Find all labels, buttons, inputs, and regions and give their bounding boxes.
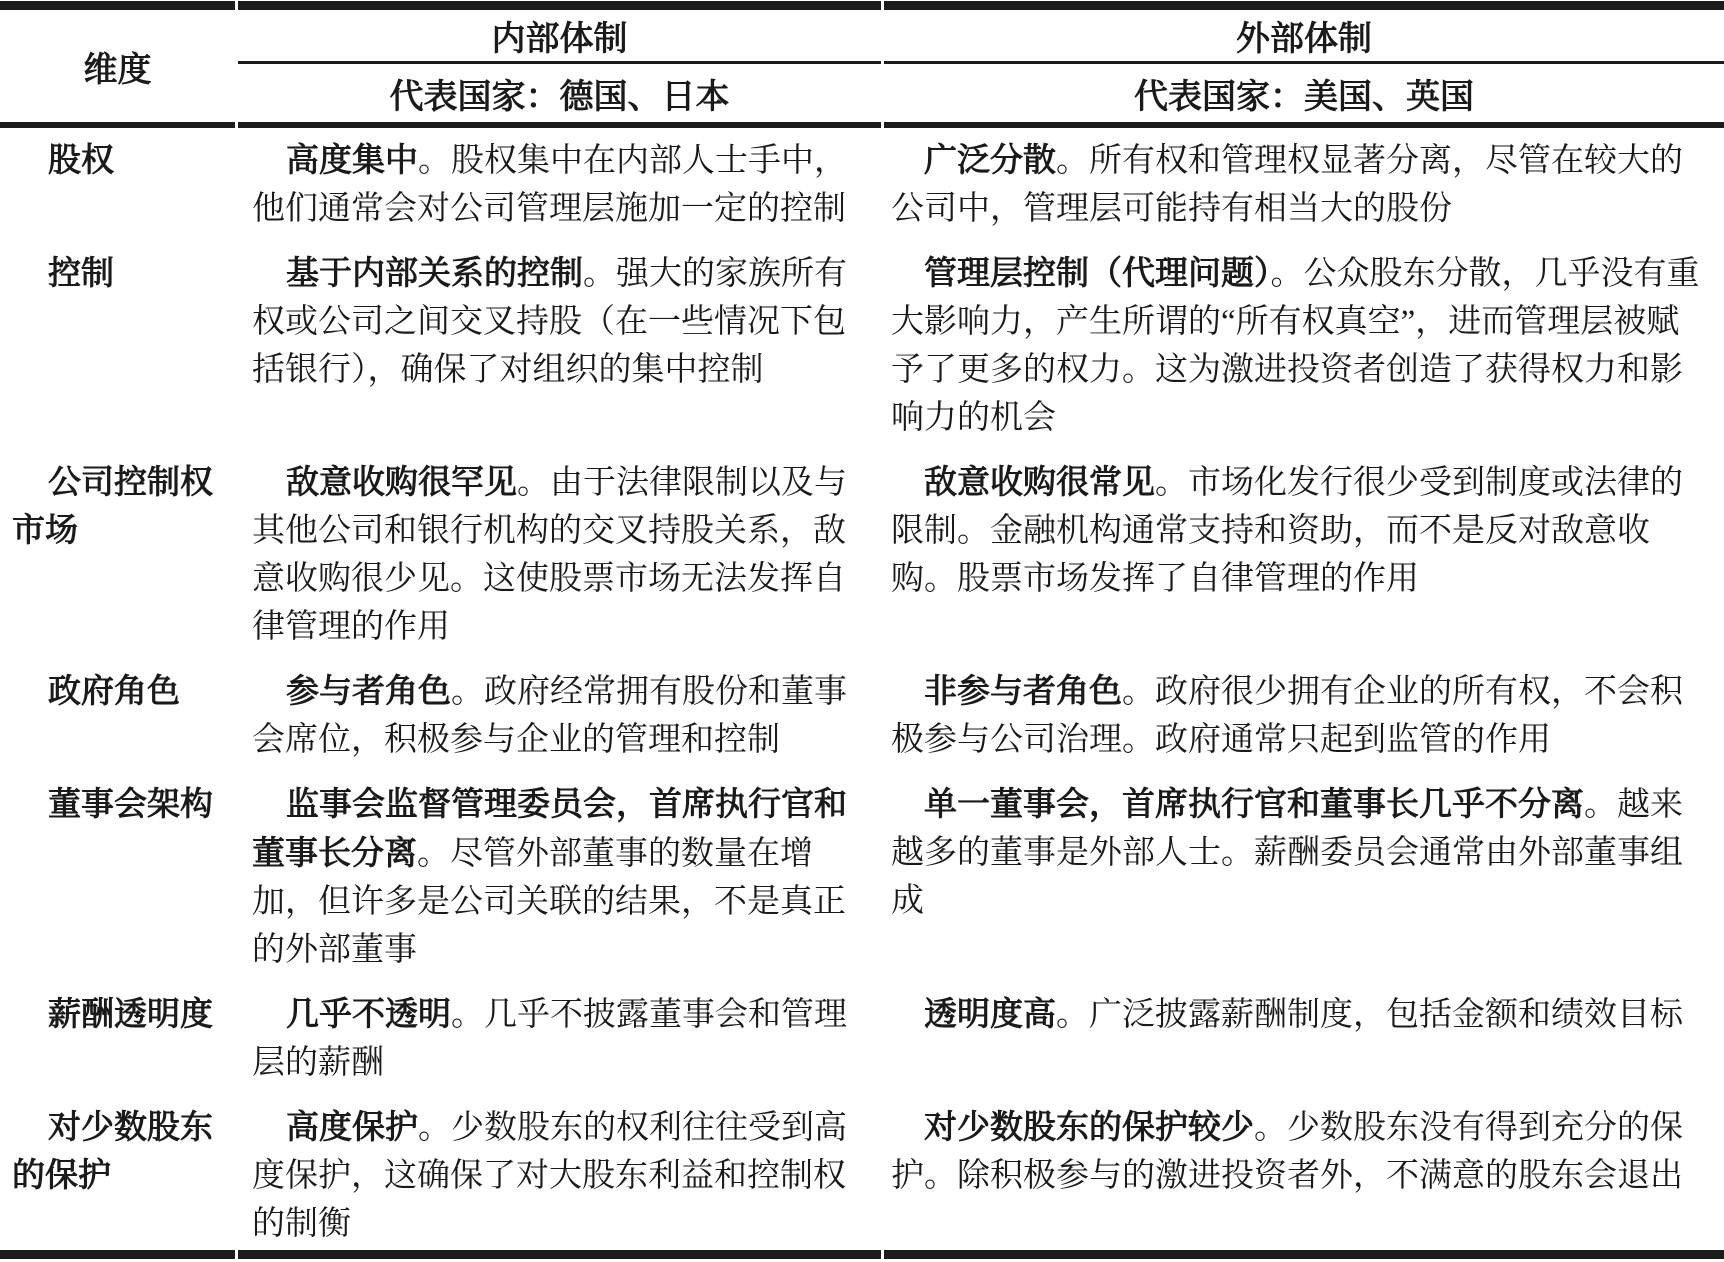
cell-lead: 监事会监督管理委员会，首席执行官和董事长分离 (252, 785, 847, 871)
row-label: 对少数股东的保护 (12, 1108, 213, 1193)
internal-cell (238, 128, 881, 241)
external-cell (884, 450, 1724, 611)
cell-lead: 参与者角色 (286, 672, 451, 709)
internal-cell (238, 450, 881, 659)
external-cell (884, 241, 1724, 450)
cell-text: 。少数股东没有得到充分的保护。除积极参与的激进投资者外，不满意的股东会退出 (891, 1110, 1683, 1194)
cell-text: 。政府经常拥有股份和董事会席位，积极参与企业的管理和控制 (252, 674, 847, 758)
cell-text: 。股权集中在内部人士手中，他们通常会对公司管理层施加一定的控制 (252, 143, 847, 227)
table-row-control (0, 241, 1724, 450)
header-internal-title: 内部体制 (491, 20, 628, 58)
cell-text: 。几乎不披露董事会和管理层的薪酬 (252, 997, 847, 1081)
row-label: 董事会架构 (48, 785, 213, 822)
internal-cell (238, 241, 881, 402)
cell-text: 。广泛披露薪酬制度，包括金额和绩效目标 (1056, 997, 1683, 1033)
table-row-board-structure (0, 772, 1724, 982)
external-cell (884, 772, 1724, 933)
cell-text: 。市场化发行很少受到制度或法律的限制。金融机构通常支持和资助，而不是反对敌意收购。股票市场发挥了自律管理的作用 (891, 465, 1683, 597)
cell-text: 。强大的家族所有权或公司之间交叉持股（在一些情况下包括银行），确保了对组织的集中控制 (252, 256, 847, 388)
internal-cell (238, 772, 881, 982)
cell-lead: 对少数股东的保护较少 (924, 1108, 1254, 1145)
cell-text: 。政府很少拥有企业的所有权，不会积极参与公司治理。政府通常只起到监管的作用 (891, 674, 1683, 758)
row-label: 公司控制权市场 (12, 463, 213, 548)
external-cell (884, 128, 1724, 241)
cell-lead: 透明度高 (924, 995, 1056, 1032)
rule-segment (0, 1, 235, 10)
cell-text: 。少数股东的权利往往受到高度保护，这确保了对大股东利益和控制权的制衡 (252, 1110, 847, 1242)
table-row-equity (0, 128, 1724, 241)
table-header (0, 10, 1724, 122)
row-label: 控制 (48, 254, 114, 291)
internal-cell (238, 1095, 881, 1256)
table-body (0, 128, 1724, 1256)
cell-text: 。由于法律限制以及与其他公司和银行机构的交叉持股关系，敌意收购很少见。这使股票市场无法发挥自律管理的作用 (252, 465, 847, 645)
row-label: 薪酬透明度 (48, 995, 213, 1032)
cell-text: 。越来越多的董事是外部人士。薪酬委员会通常由外部董事组成 (891, 787, 1683, 919)
rule-segment (238, 1, 881, 10)
rule-segment (0, 1250, 235, 1259)
header-dimension: 维度 (83, 50, 152, 89)
external-cell (884, 1095, 1724, 1208)
rule-segment (884, 1, 1724, 10)
external-cell (884, 982, 1724, 1047)
row-label: 股权 (48, 141, 114, 178)
cell-lead: 基于内部关系的控制 (286, 254, 583, 291)
table-bottom-rule (0, 1250, 1724, 1259)
rule-segment (884, 1250, 1724, 1259)
cell-lead: 高度集中 (286, 141, 418, 178)
cell-lead: 管理层控制（代理问题） (924, 254, 1271, 291)
cell-lead: 广泛分散 (924, 141, 1056, 178)
table-row-market-for-control (0, 450, 1724, 659)
rule-segment (238, 1250, 881, 1259)
internal-cell (238, 982, 881, 1095)
cell-lead: 非参与者角色 (924, 672, 1122, 709)
table-row-pay-transparency (0, 982, 1724, 1095)
header-internal-subtitle: 代表国家：德国、日本 (389, 77, 730, 116)
cell-lead: 几乎不透明 (286, 995, 451, 1032)
cell-text: 。公众股东分散，几乎没有重大影响力，产生所谓的“所有权真空”，进而管理层被赋予了更多的权力。这为激进投资者创造了获得权力和影响力的机会 (891, 256, 1700, 436)
table-row-minority-protection (0, 1095, 1724, 1256)
header-external-subtitle: 代表国家：美国、英国 (1134, 77, 1474, 116)
external-cell (884, 659, 1724, 772)
cell-lead: 单一董事会，首席执行官和董事长几乎不分离 (924, 785, 1584, 822)
cell-lead: 敌意收购很罕见 (286, 463, 517, 500)
table-top-rule (0, 1, 1724, 10)
cell-text: 。尽管外部董事的数量在增加，但许多是公司关联的结果，不是真正的外部董事 (252, 836, 846, 968)
cell-lead: 高度保护 (286, 1108, 418, 1145)
cell-lead: 敌意收购很常见 (924, 463, 1155, 500)
header-external-title: 外部体制 (1236, 20, 1372, 58)
table-row-government-role (0, 659, 1724, 772)
row-label: 政府角色 (48, 672, 180, 709)
internal-cell (238, 659, 881, 772)
cell-text: 。所有权和管理权显著分离，尽管在较大的公司中，管理层可能持有相当大的股份 (891, 143, 1683, 227)
